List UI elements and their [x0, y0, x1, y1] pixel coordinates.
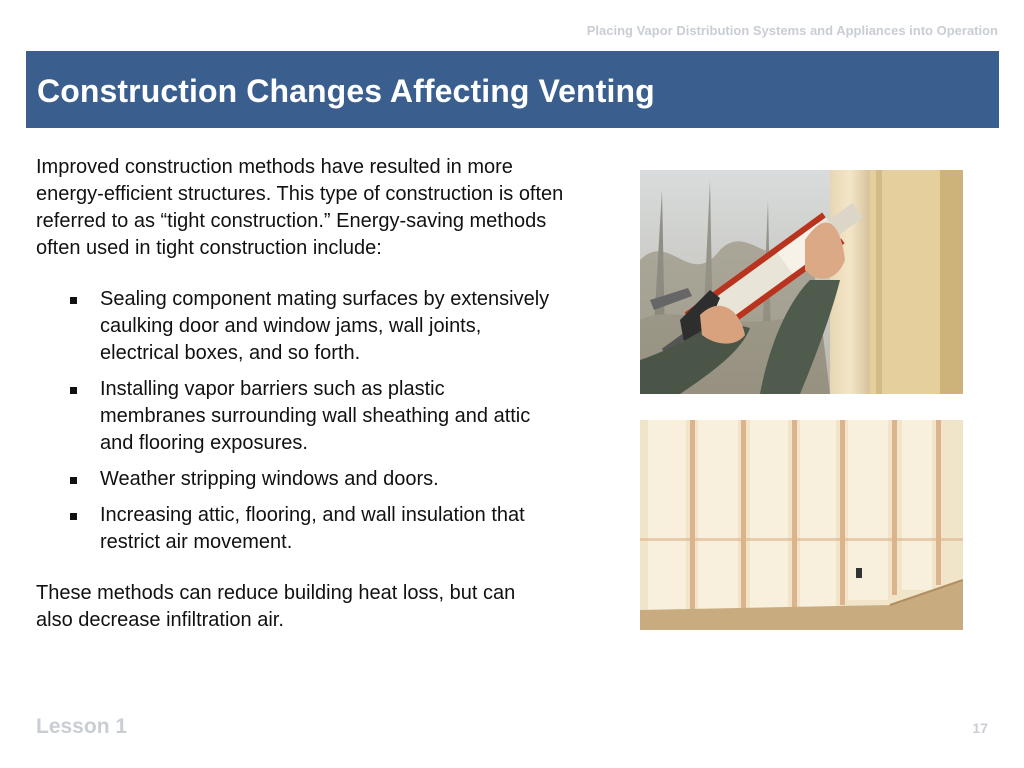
bullet-item: [36, 376, 550, 457]
square-bullet-icon: [70, 387, 77, 394]
bullet-text: Installing vapor barriers such as plastic membranes surrounding wall sheathing and attic and flooring exposures.: [100, 378, 531, 454]
title-bar: [26, 51, 999, 128]
square-bullet-icon: [70, 477, 77, 484]
page-number: 17: [972, 720, 988, 736]
course-title: Placing Vapor Distribution Systems and Appliances into Operation: [586, 23, 998, 38]
outro-paragraph: These methods can reduce building heat loss, but can also decrease infiltration air.: [36, 582, 516, 631]
square-bullet-icon: [70, 513, 77, 520]
bullet-text: Weather stripping windows and doors.: [100, 468, 439, 490]
bullet-text: Sealing component mating surfaces by extensively caulking door and window jams, wall joints, electrical boxes, and so forth.: [100, 288, 550, 364]
bullet-list: [36, 286, 596, 556]
bullet-item: [36, 466, 550, 493]
slide-title: Construction Changes Affecting Venting: [37, 73, 655, 109]
caulking-window-photo: [640, 170, 963, 394]
square-bullet-icon: [70, 297, 77, 304]
bullet-item: [36, 286, 550, 367]
intro-paragraph: Improved construction methods have resulted in more energy-efficient structures. This type of construction is often referred to as “tight construction.” Energy-saving methods often used in tight construction include:: [36, 156, 564, 259]
bullet-text: Increasing attic, flooring, and wall insulation that restrict air movement.: [100, 504, 525, 553]
bullet-item: [36, 502, 550, 556]
slide-body: [36, 154, 596, 634]
spray-foam-insulation-photo: [640, 420, 963, 630]
lesson-label: Lesson 1: [36, 715, 128, 738]
